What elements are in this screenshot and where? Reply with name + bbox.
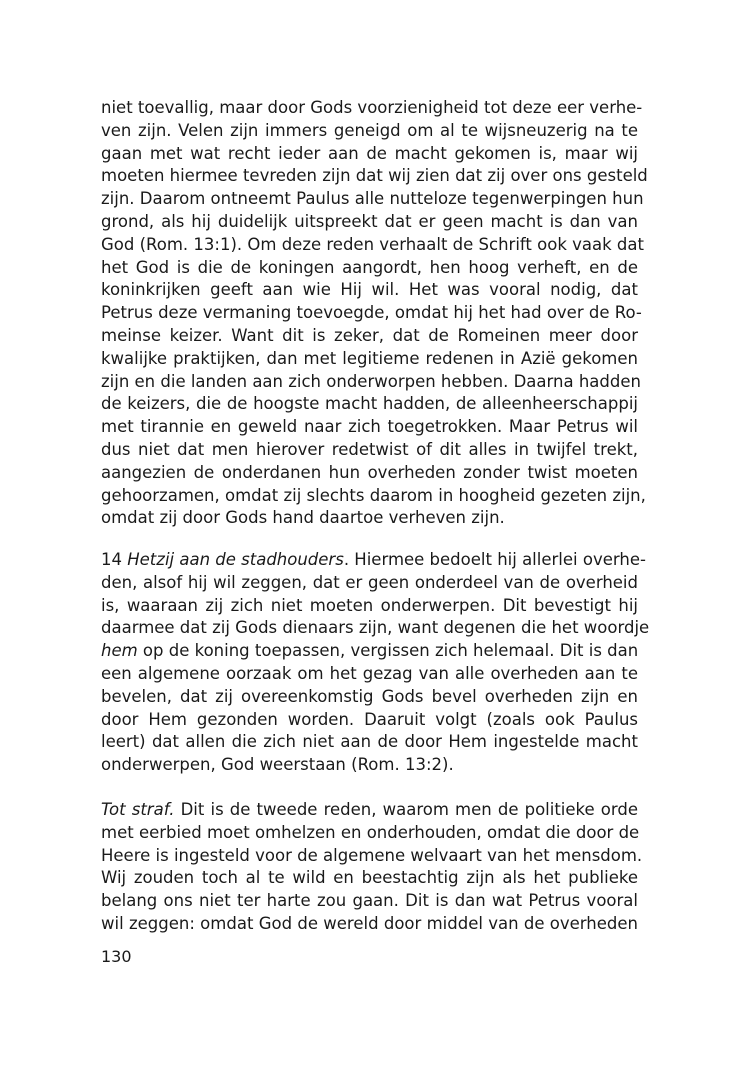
text-line-rest: Dit is de tweede reden, waarom men de politieke orde: [174, 800, 638, 819]
text-line: aangezien de onderdanen hun overheden zonder twist moeten: [101, 462, 638, 482]
text-line: meinse keizer. Want dit is zeker, dat de Romeinen meer door: [101, 325, 638, 345]
text-line: met tirannie en geweld naar zich toegetrokken. Maar Petrus wil: [101, 417, 638, 437]
text-line: zijn. Daarom ontneemt Paulus alle nutteloze tegenwerpingen hun: [101, 189, 644, 209]
text-line: [101, 799, 638, 822]
text-line: grond, als hij duidelijk uitspreekt dat er geen macht is dan van: [101, 211, 638, 231]
text-line: gaan met wat recht ieder aan de macht gekomen is, maar wij: [101, 143, 638, 163]
text-line-rest: . Hiermee bedoelt hij allerlei overhe-: [343, 550, 646, 569]
text-line: met eerbied moet omhelzen en onderhouden, omdat die door de: [101, 822, 640, 842]
text-line: daarmee dat zij Gods dienaars zijn, want degenen die het woordje: [101, 618, 650, 638]
page-number: 130: [101, 947, 132, 966]
text-line: Heere is ingesteld voor de algemene welvaart van het mensdom.: [101, 845, 643, 865]
paragraph-1: [101, 97, 648, 530]
text-line: den, alsof hij wil zeggen, dat er geen onderdeel van de overheid: [101, 572, 638, 592]
text-line: het God is die de koningen aangordt, hen hoog verheft, en de: [101, 257, 638, 277]
text-line: is, waaraan zij zich niet moeten onderwerpen. Dit bevestigt hij: [101, 595, 638, 615]
text-line: belang ons niet ter harte zou gaan. Dit is dan wat Petrus vooral: [101, 891, 638, 911]
text-line: de keizers, die de hoogste macht hadden, de alleenheerschappij: [101, 394, 638, 414]
text-line: God (Rom. 13:1). Om deze reden verhaalt de Schrift ook vaak dat: [101, 234, 644, 254]
verse-number: 14: [101, 550, 122, 569]
text-line: wil zeggen: omdat God de wereld door middel van de overheden: [101, 913, 638, 933]
italic-word: hem: [101, 641, 138, 661]
text-line: onderwerpen, God weerstaan (Rom. 13:2).: [101, 755, 454, 775]
text-line: moeten hiermee tevreden zijn dat wij zien dat zij over ons gesteld: [101, 166, 648, 186]
text-line: niet toevallig, maar door Gods voorzienigheid tot deze eer verhe-: [101, 98, 643, 117]
text-line: dus niet dat men hierover redetwist of dit alles in twijfel trekt,: [101, 439, 638, 459]
text-line: koninkrijken geeft aan wie Hij wil. Het was vooral nodig, dat: [101, 280, 638, 300]
text-line: een algemene oorzaak om het gezag van alle overheden aan te: [101, 663, 638, 683]
text-line: Petrus deze vermaning toevoegde, omdat hij het had over de Ro-: [101, 303, 642, 323]
text-line: [101, 640, 638, 663]
text-line-rest: op de koning toepassen, vergissen zich helemaal. Dit is dan: [137, 641, 639, 661]
text-line: kwalijke praktijken, dan met legitieme redenen in Azië gekomen: [101, 348, 638, 368]
text-line: zijn en die landen aan zich onderworpen hebben. Daarna hadden: [101, 371, 641, 391]
text-line: bevelen, dat zij overeenkomstig Gods bevel overheden zijn en: [101, 686, 638, 706]
text-line: door Hem gezonden worden. Daaruit volgt (zoals ook Paulus: [101, 709, 638, 729]
text-line: leert) dat allen die zich niet aan de door Hem ingestelde macht: [101, 732, 638, 752]
text-line: Wij zouden toch al te wild en beestachtig zijn als het publieke: [101, 868, 638, 888]
verse-heading: Tot straf.: [101, 800, 175, 819]
text-line: [101, 549, 646, 572]
text-line: gehoorzamen, omdat zij slechts daarom in hoogheid gezeten zijn,: [101, 485, 646, 505]
text-line: ven zijn. Velen zijn immers geneigd om al te wijsneuzerig na te: [101, 120, 638, 140]
paragraph-3: [101, 799, 643, 936]
paragraph-2: [101, 549, 650, 777]
verse-heading: Hetzij aan de stadhouders: [127, 550, 344, 569]
text-line: omdat zij door Gods hand daartoe verheven zijn.: [101, 508, 505, 528]
